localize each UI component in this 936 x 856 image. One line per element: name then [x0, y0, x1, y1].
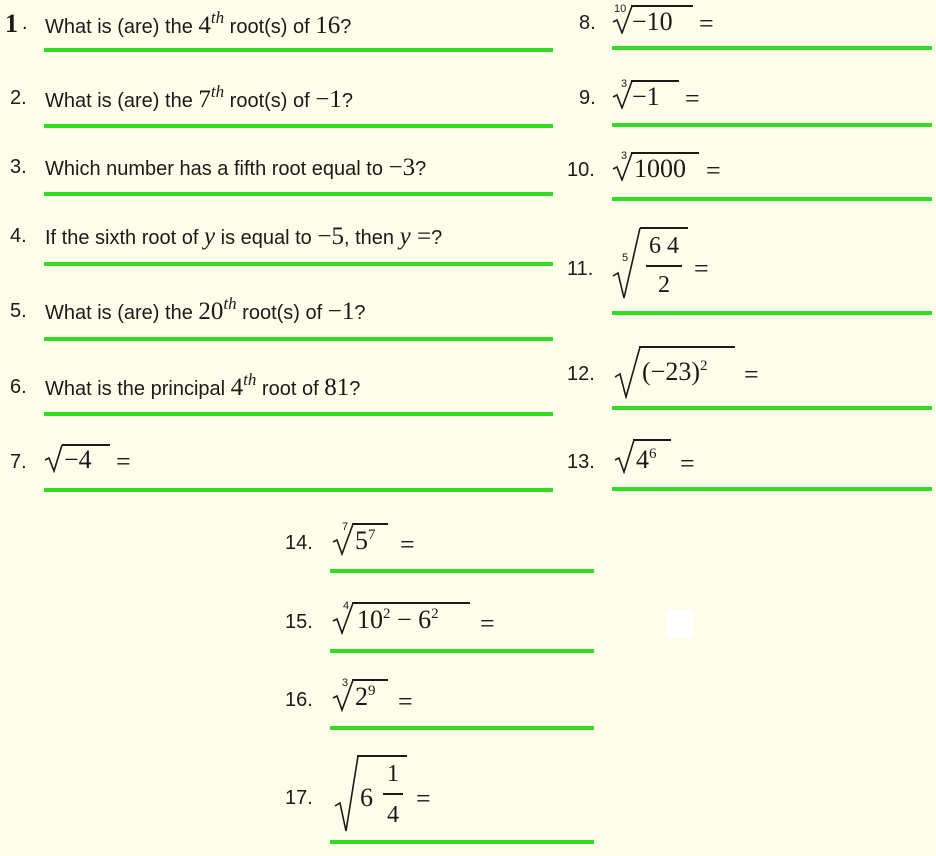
- q6-part-c: th: [243, 370, 257, 389]
- question-10-number: 10.: [567, 159, 595, 181]
- radical-sign-icon: [614, 438, 636, 474]
- question-5-text: [45, 294, 366, 325]
- q1-part-d: root(s) of: [224, 16, 316, 38]
- radical-sign-icon: [332, 678, 356, 712]
- answer-line-11[interactable]: [612, 311, 932, 315]
- question-1-text: [45, 8, 352, 39]
- equals-sign: =: [706, 156, 721, 185]
- answer-line-16[interactable]: [330, 726, 594, 730]
- root-index: 3: [342, 677, 349, 689]
- q4-part-e: =: [410, 223, 432, 250]
- q1-part-e: 16: [315, 12, 341, 39]
- question-12-number: 12.: [567, 363, 595, 385]
- answer-line-3[interactable]: [44, 192, 553, 196]
- q5-part-a: What is (are) the: [45, 302, 199, 324]
- root-index: 7: [342, 521, 349, 533]
- equals-sign: =: [744, 360, 759, 389]
- radicand: [636, 447, 657, 473]
- fraction-denominator: 4: [387, 802, 399, 828]
- question-3-number: 3.: [10, 156, 27, 178]
- radical-overline: [640, 227, 688, 229]
- q4-part-d: , then: [343, 227, 400, 249]
- answer-line-15[interactable]: [330, 649, 594, 653]
- radical-overline: [357, 755, 407, 757]
- fraction-denominator: 2: [658, 272, 670, 298]
- q2-part-d: root(s) of: [224, 90, 316, 112]
- radicand: 1000: [634, 154, 686, 183]
- q2-part-e: −1: [315, 86, 342, 113]
- radicand: −4: [64, 445, 92, 474]
- radical-sign-icon: [612, 4, 634, 34]
- question-8-number: 8.: [579, 12, 596, 34]
- q2-part-a: What is (are) the: [45, 90, 199, 112]
- radicand-term-b: 6: [418, 605, 432, 634]
- radical-overline: [352, 523, 388, 525]
- radicand-base: 4: [636, 445, 649, 474]
- equals-sign: =: [416, 784, 431, 813]
- q3-part-a: Which number has a fifth root equal to: [45, 158, 389, 180]
- q2-part-f: ?: [341, 90, 353, 112]
- exponent-b: 2: [431, 606, 439, 622]
- radicand: −10: [632, 7, 673, 36]
- equals-sign: =: [480, 609, 495, 638]
- question-6-number: 6.: [10, 376, 27, 398]
- radical-sign-icon: [612, 151, 634, 181]
- equals-sign: =: [400, 530, 415, 559]
- exponent: 2: [699, 358, 708, 374]
- root-index: 3: [621, 150, 628, 162]
- answer-line-1[interactable]: [44, 48, 553, 52]
- question-6-text: [45, 370, 361, 401]
- question-16-number: 16.: [285, 689, 313, 711]
- radical-sign-icon: [332, 522, 356, 556]
- radical-sign-icon: [612, 226, 642, 302]
- fraction-bar: [383, 793, 403, 795]
- fraction-numerator: 6 4: [649, 233, 679, 259]
- q4-variable-y: y: [203, 223, 216, 250]
- question-4-number: 4.: [10, 225, 27, 247]
- q5-part-f: ?: [354, 302, 366, 324]
- equals-sign: =: [116, 447, 131, 476]
- equals-sign: =: [680, 449, 695, 478]
- minus-operator: −: [390, 605, 419, 634]
- q2-part-b: 7: [198, 86, 211, 113]
- mixed-number-whole: 6: [360, 783, 373, 812]
- radical-sign-icon: [614, 345, 642, 399]
- radicand-base: 2: [355, 682, 368, 711]
- question-4-text: [45, 224, 442, 249]
- question-13-number: 13.: [567, 451, 595, 473]
- equals-sign: =: [699, 9, 714, 38]
- radical-sign-icon: [332, 601, 356, 635]
- radical-overline: [633, 439, 671, 441]
- answer-line-2[interactable]: [44, 124, 553, 128]
- radical-overline: [352, 679, 388, 681]
- answer-line-8[interactable]: [612, 46, 932, 50]
- q6-part-b: 4: [230, 374, 244, 401]
- question-2-text: [45, 82, 353, 113]
- question-1-number: 1: [5, 9, 18, 38]
- q4-part-f: ?: [431, 227, 443, 249]
- root-index: 4: [343, 600, 350, 612]
- q6-part-d: root of: [256, 378, 325, 400]
- q2-part-c: th: [210, 82, 225, 101]
- question-9-number: 9.: [579, 87, 596, 109]
- q1-part-c: th: [210, 8, 225, 27]
- root-index: 5: [622, 252, 629, 264]
- radicand: [357, 607, 439, 633]
- q3-part-f: ?: [415, 158, 427, 180]
- radicand: −1: [632, 82, 660, 111]
- q5-part-b: 20: [198, 298, 224, 325]
- q4-part-b: is equal to: [215, 227, 318, 249]
- question-15-number: 15.: [285, 611, 313, 633]
- q1-part-f: ?: [340, 16, 352, 38]
- q5-part-c: th: [223, 294, 237, 313]
- radical-sign-icon: [44, 443, 64, 473]
- question-17-number: 17.: [285, 787, 313, 809]
- answer-line-7[interactable]: [44, 488, 553, 492]
- radicand-term-a: 10: [357, 605, 383, 634]
- blank-box: [667, 610, 693, 638]
- question-14-number: 14.: [285, 532, 313, 554]
- answer-line-5[interactable]: [44, 337, 553, 341]
- answer-line-10[interactable]: [612, 197, 932, 201]
- q1-part-b: 4: [198, 12, 211, 39]
- q3-part-e: −3: [388, 154, 416, 181]
- answer-line-9[interactable]: [612, 123, 932, 127]
- question-3-text: [45, 155, 426, 180]
- radicand: [642, 359, 707, 385]
- answer-line-14[interactable]: [330, 569, 594, 573]
- q5-part-d: root(s) of: [236, 302, 328, 324]
- radicand: [355, 528, 376, 554]
- q6-part-a: What is the principal: [45, 378, 231, 400]
- root-index: 10: [614, 3, 627, 15]
- answer-line-17[interactable]: [330, 840, 594, 844]
- radical-sign-icon: [612, 79, 634, 109]
- radical-overline: [639, 346, 735, 348]
- answer-line-12[interactable]: [612, 406, 932, 410]
- radicand-base: (−23): [642, 357, 700, 386]
- question-1-dot: .: [22, 12, 28, 34]
- radical-overline: [352, 602, 470, 604]
- exponent-a: 2: [383, 606, 391, 622]
- radicand: [355, 684, 376, 710]
- answer-line-4[interactable]: [44, 262, 553, 266]
- question-2-number: 2.: [10, 87, 27, 109]
- q4-part-a: If the sixth root of: [45, 227, 204, 249]
- q5-part-e: −1: [327, 298, 355, 325]
- question-11-number: 11.: [567, 258, 594, 280]
- q1-part-a: What is (are) the: [45, 16, 199, 38]
- q4-variable-y2: y: [399, 223, 411, 250]
- answer-line-13[interactable]: [612, 487, 932, 491]
- q6-part-e: 81: [324, 374, 350, 401]
- question-5-number: 5.: [10, 300, 27, 322]
- question-7-number: 7.: [10, 451, 27, 473]
- root-index: 3: [621, 78, 628, 90]
- equals-sign: =: [398, 687, 413, 716]
- fraction-numerator: 1: [387, 761, 399, 787]
- q4-part-c: −5: [317, 223, 344, 250]
- equals-sign: =: [685, 84, 700, 113]
- exponent: 6: [649, 446, 657, 462]
- equals-sign: =: [694, 254, 709, 283]
- fraction-bar: [646, 265, 682, 267]
- radical-sign-icon: [334, 754, 360, 834]
- exponent: 9: [368, 683, 376, 699]
- radicand-base: 5: [355, 526, 368, 555]
- answer-line-6[interactable]: [44, 412, 553, 416]
- q6-part-f: ?: [349, 378, 361, 400]
- exponent: 7: [368, 527, 376, 543]
